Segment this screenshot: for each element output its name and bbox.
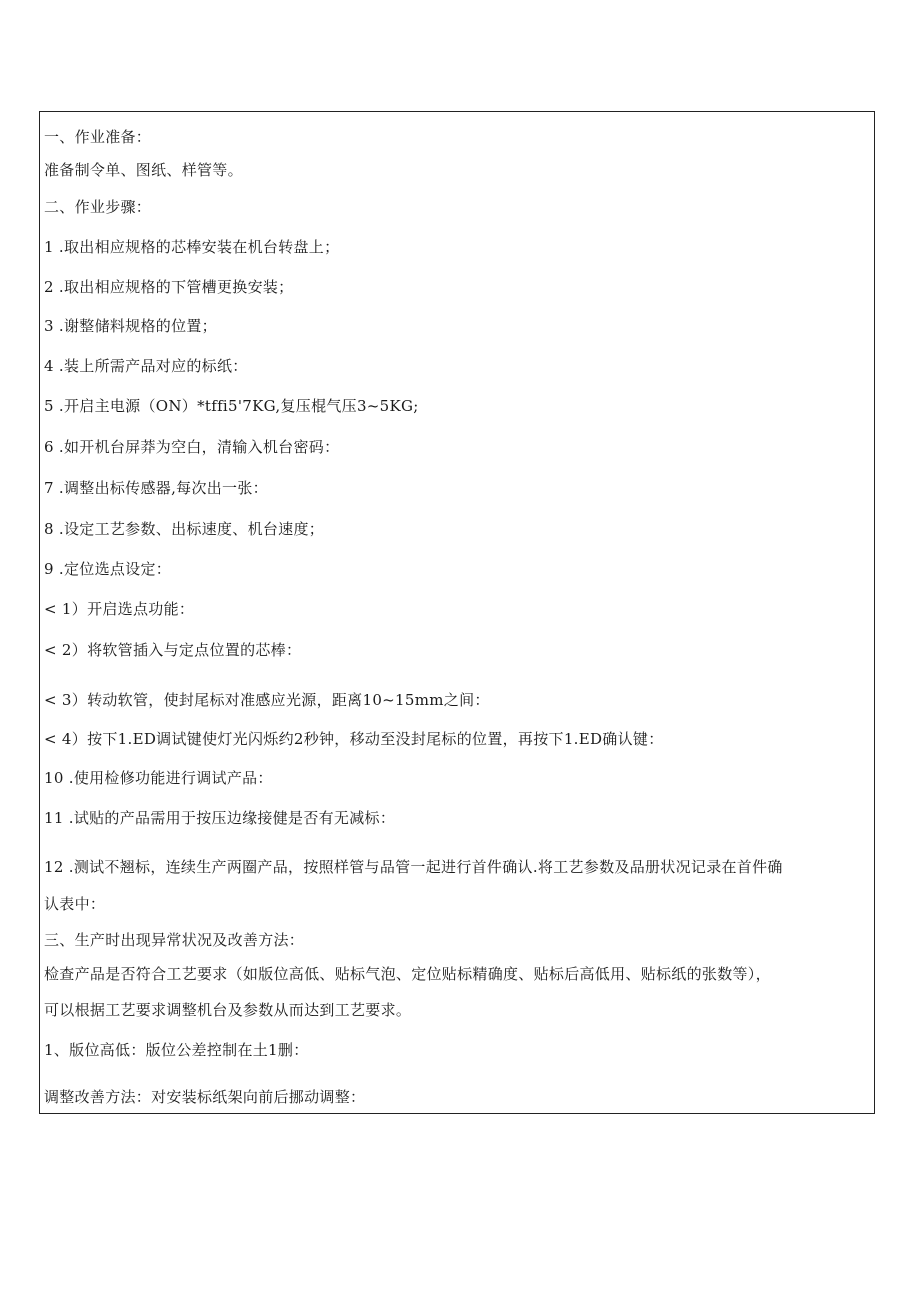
step-4: 4 .装上所需产品对应的标纸：	[44, 357, 248, 375]
step-2: 2 .取出相应规格的下管槽更换安装；	[44, 278, 294, 296]
text-line: 可以根据工艺要求调整机台及参数从而达到工艺要求。	[44, 1001, 412, 1019]
step-10: 10 .使用检修功能进行调试产品：	[44, 769, 273, 787]
substep-4: < 4）按下1.ED调试键使灯光闪烁约2秒钟，移动至没封尾标的位置，再按下1.ED确认键：	[44, 730, 664, 748]
substep-2: < 2）将软管插入与定点位置的芯棒：	[44, 641, 302, 659]
step-6: 6 .如开机台屏莽为空白，清输入机台密码：	[44, 438, 340, 456]
step-8: 8 .设定工艺参数、出标速度、机台速度；	[44, 520, 325, 538]
substep-1: < 1）开启选点功能：	[44, 600, 195, 618]
text-line: 准备制令单、图纸、样管等。	[44, 161, 243, 179]
section-heading-troubleshooting: 三、生产时出现异常状况及改善方法：	[44, 931, 305, 949]
step-7: 7 .调整出标传感器,每次出一张：	[44, 479, 268, 497]
step-12-continued: 认表中：	[44, 895, 106, 913]
issue-1-fix: 调整改善方法：对安装标纸架向前后挪动调整：	[44, 1088, 366, 1106]
issue-1: 1、版位高低：版位公差控制在土1删：	[44, 1041, 309, 1059]
text-line: 检查产品是否符合工艺要求（如版位高低、贴标气泡、定位贴标精确度、贴标后高低用、贴标纸的张数等），	[44, 965, 771, 983]
step-1: 1 .取出相应规格的芯棒安装在机台转盘上；	[44, 238, 340, 256]
step-12: 12 .测试不翘标，连续生产两圈产品，按照样管与品管一起进行首件确认.将工艺参数及品册状况记录在首件确	[44, 858, 783, 876]
substep-3: < 3）转动软管，使封尾标对准感应光源，距离10~15mm之间：	[44, 691, 490, 709]
step-3: 3 .谢整储料规格的位置；	[44, 317, 217, 335]
step-11: 11 .试贴的产品需用于按压边缘接健是否有无减标：	[44, 809, 396, 827]
section-heading-steps: 二、作业步骤：	[44, 198, 152, 216]
step-5: 5 .开启主电源（ON）*tffi5'7KG,复压棍气压3~5KG;	[44, 397, 419, 415]
section-heading-preparation: 一、作业准备：	[44, 128, 152, 146]
step-9: 9 .定位选点设定：	[44, 560, 172, 578]
